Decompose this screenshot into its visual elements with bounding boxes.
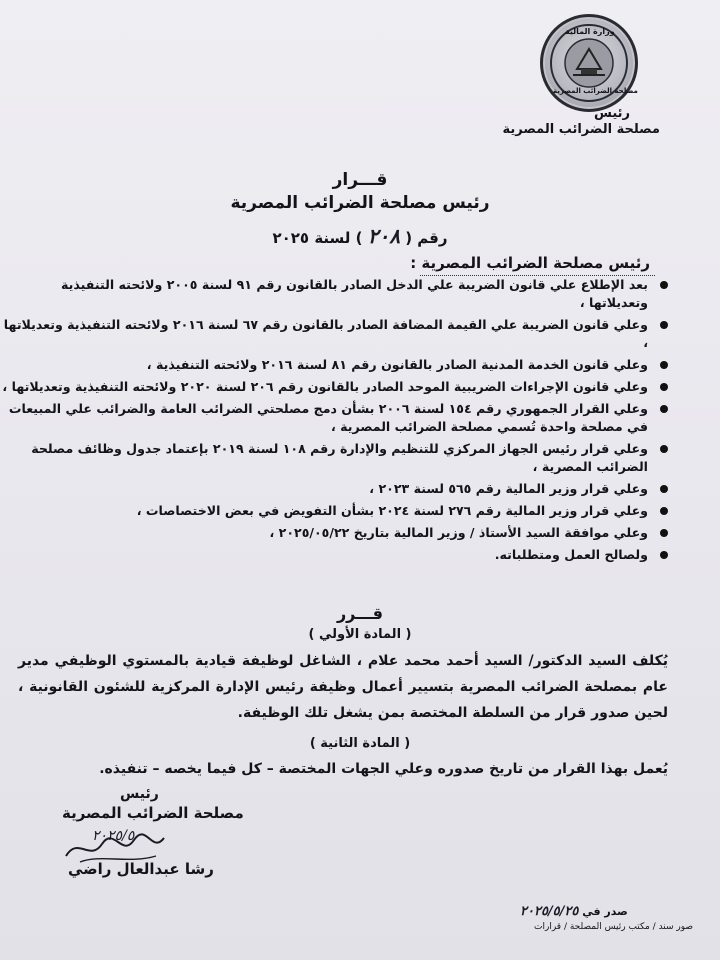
recital-text: وعلي موافقة السيد الأستاذ / وزير المالية بتاريخ ٢٠٢٥/٠٥/٢٢ ، <box>269 525 648 540</box>
article1-text: يُكلف السيد الدكتور/ السيد أحمد محمد علام ، الشاغل لوظيفة قيادية بالمستوي الوظيفي مدير عام بمصلحة الضرائب المصرية بتسيير أعمال وظيفة رئيس الإدارة المركزية للشئون القانونية ، لحين صدور قرار من السلطة المختصة بمن يشغل تلك الوظيفة. <box>18 653 668 721</box>
recital-item <box>0 546 672 564</box>
signature-name: رشا عبدالعال راضي <box>68 860 214 878</box>
decision-heading: قـــرر <box>336 604 384 623</box>
recital-item <box>0 356 672 374</box>
recital-item <box>0 378 672 396</box>
signature-role: رئيس <box>120 786 159 802</box>
decree-number-prefix: رقم ( <box>405 229 448 247</box>
issue-date-line <box>520 904 628 919</box>
recitals-heading: رئيس مصلحة الضرائب المصرية : <box>410 254 650 272</box>
recital-text: وعلي قانون الإجراءات الضريبية الموحد الصادر بالقانون رقم ٢٠٦ لسنة ٢٠٢٠ ولائحته التنفيذية وتعديلاتها ، <box>2 379 648 394</box>
recital-item <box>0 316 672 352</box>
recitals-list <box>0 276 672 568</box>
recital-text: وعلي قرار وزير المالية رقم ٢٧٦ لسنة ٢٠٢٤ بشأن التفويض في بعض الاختصاصات ، <box>136 503 648 518</box>
decree-number-suffix: ) لسنة ٢٠٢٥ <box>272 229 363 247</box>
signature-handwritten-date: ٢٠٢٥/٥ <box>92 828 135 844</box>
recital-item <box>0 276 672 312</box>
bullet-icon <box>660 445 668 453</box>
seal-text-top: وزارة المالية <box>565 27 615 36</box>
recital-text: وعلي قانون الضريبة علي القيمة المضافة الصادر بالقانون رقم ٦٧ لسنة ٢٠١٦ ولائحته التنفيذية وتعديلاتها ، <box>3 317 648 350</box>
issue-date-label: صدر في <box>582 905 628 918</box>
bullet-icon <box>660 321 668 329</box>
article1-heading: ( المادة الأولي ) <box>308 627 412 642</box>
recital-text: وعلي قرار رئيس الجهاز المركزي للتنظيم والإدارة رقم ١٠٨ لسنة ٢٠١٩ بإعتماد جدول وظائف مصلحة الضرائب المصرية ، <box>31 441 648 474</box>
bullet-icon <box>660 507 668 515</box>
decree-title: رئيس مصلحة الضرائب المصرية <box>230 193 490 213</box>
recital-item <box>0 480 672 498</box>
bullet-icon <box>660 485 668 493</box>
bullet-icon <box>660 405 668 413</box>
bullet-icon <box>660 529 668 537</box>
recital-text: وعلي قانون الخدمة المدنية الصادر بالقانون رقم ٨١ لسنة ٢٠١٦ ولائحته التنفيذية ، <box>146 357 648 372</box>
seal-text-bottom: مصلحة الضرائب المصرية <box>553 87 638 95</box>
footer-note: صور سند / مكتب رئيس المصلحة / قرارات <box>534 922 694 932</box>
bullet-icon <box>660 361 668 369</box>
decree-number-handwritten: ٢٠٨ <box>367 224 400 248</box>
issuer-title: رئيس <box>593 106 630 121</box>
decree-heading: قـــرار <box>332 170 388 190</box>
recital-text: ولصالح العمل ومتطلباته. <box>494 547 648 562</box>
recital-item <box>0 440 672 476</box>
recital-item <box>0 502 672 520</box>
signature-org: مصلحة الضرائب المصرية <box>62 804 244 822</box>
decree-number-line <box>0 224 720 248</box>
issue-date-value: ٢٠٢٥/٥/٢٥ <box>520 904 579 919</box>
issuer-org: مصلحة الضرائب المصرية <box>502 122 660 137</box>
recital-item <box>0 400 672 436</box>
recital-text: وعلي قرار وزير المالية رقم ٥٦٥ لسنة ٢٠٢٣ ، <box>369 481 648 496</box>
ministry-seal-logo <box>540 14 638 112</box>
bullet-icon <box>660 383 668 391</box>
bullet-icon <box>660 551 668 559</box>
recital-text: وعلي القرار الجمهوري رقم ١٥٤ لسنة ٢٠٠٦ بشأن دمج مصلحتي الضرائب العامة والضرائب علي المبيعات في مصلحة واحدة تُسمي مصلحة الضرائب المصرية ، <box>8 401 648 434</box>
bullet-icon <box>660 281 668 289</box>
article2-text: يُعمل بهذا القرار من تاريخ صدوره وعلي الجهات المختصة – كل فيما يخصه – تنفيذه. <box>99 761 668 777</box>
recital-item <box>0 524 672 542</box>
recital-text: بعد الإطلاع علي قانون الضريبة علي الدخل الصادر بالقانون رقم ٩١ لسنة ٢٠٠٥ ولائحته التنفيذية وتعديلاتها ، <box>60 277 648 310</box>
article2-heading: ( المادة الثانية ) <box>309 736 411 751</box>
